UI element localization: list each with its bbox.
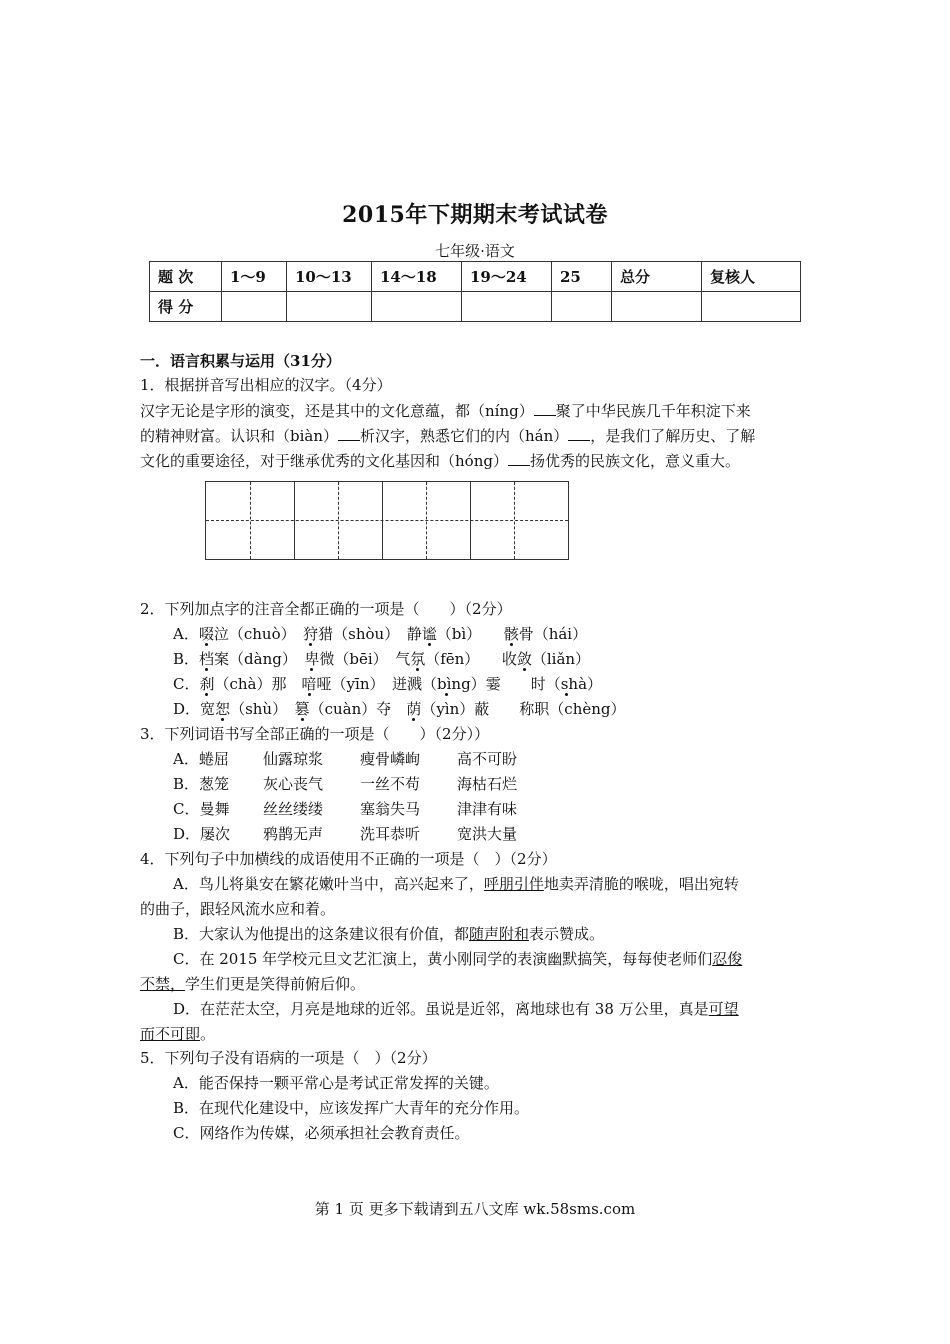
text-span: 扬优秀的民族文化，意义重大。 <box>529 452 740 470</box>
dotted-char: 敛 <box>516 650 532 668</box>
page-subtitle: 七年级·语文 <box>435 242 515 260</box>
text-span: 地卖弄清脆的喉咙，唱出宛转 <box>543 875 739 893</box>
text-span: 文化的重要途径，对于继承优秀的文化基因和（hóng） <box>140 452 508 470</box>
text-span: D．屡次 <box>173 825 231 843</box>
section-heading: 一．语言积累与运用（31分） <box>140 352 341 370</box>
question-4-option-b[interactable] <box>140 922 812 947</box>
text-span: 学生们更是笑得前俯后仰。 <box>185 975 366 993</box>
text-span: 析汉字，熟悉它们的内（hán） <box>360 427 569 445</box>
question-1-text-line <box>140 449 812 474</box>
underlined-idiom: 可望 <box>708 1000 739 1018</box>
score-input-cell[interactable] <box>612 292 702 322</box>
question-3-stem: 3．下列词语书写全部正确的一项是（ ）（2分）） <box>140 725 490 743</box>
dotted-char: 刹 <box>199 675 215 693</box>
text-span: 泣（chuò） <box>213 625 289 643</box>
dotted-char: 恕 <box>215 700 231 718</box>
text-span: 职（chèng） <box>534 700 626 718</box>
table-row <box>150 262 801 292</box>
text-span: ，是我们了解历史、了解 <box>590 427 756 445</box>
text-span: 案（dàng） <box>214 650 290 668</box>
dotted-char: 溅（bìng） <box>407 675 486 693</box>
text-span: 称 <box>519 700 535 718</box>
option-label: A． <box>173 625 199 643</box>
text-span: 宽洪大量 <box>457 825 518 843</box>
question-3-option-c[interactable] <box>173 797 845 822</box>
question-3-option-b[interactable] <box>173 772 845 797</box>
score-input-cell[interactable] <box>287 292 372 322</box>
score-input-cell[interactable] <box>372 292 462 322</box>
text-span: （shù） <box>230 700 280 718</box>
table-cell: 25 <box>552 262 612 292</box>
text-span: 气 <box>395 650 411 668</box>
dotted-char: 篡 <box>294 700 310 718</box>
question-3-option-a[interactable] <box>173 747 845 772</box>
text-span: A．蜷屈 <box>173 750 229 768</box>
text-span: 高不可盼 <box>457 750 518 768</box>
score-input-cell[interactable] <box>702 292 801 322</box>
text-span: 宽 <box>200 700 216 718</box>
table-cell: 19～24 <box>462 262 552 292</box>
question-4-option-a[interactable] <box>140 872 812 897</box>
question-1-stem: 1．根据拼音写出相应的汉字。（4分） <box>140 376 392 394</box>
underlined-idiom: 呼朋引伴 <box>483 875 544 893</box>
question-4-stem: 4．下列句子中加横线的成语使用不正确的一项是（ ）（2分） <box>140 850 557 868</box>
dotted-char: 啜 <box>198 625 214 643</box>
text-span: C．曼舞 <box>173 800 230 818</box>
text-span: 微（bēi） <box>319 650 381 668</box>
text-span: 的精神财富。认识和（biàn） <box>140 427 339 445</box>
text-span: （cuàn）夺 <box>309 700 392 718</box>
table-cell: 复核人 <box>702 262 801 292</box>
question-5-option-a[interactable]: A．能否保持一颗平常心是考试正常发挥的关键。 <box>173 1074 499 1092</box>
table-cell: 题 次 <box>150 262 222 292</box>
text-span: 猎（shòu） <box>318 625 392 643</box>
text-span: 塞翁失马 <box>360 800 421 818</box>
answer-blank[interactable] <box>534 401 556 416</box>
underlined-idiom: 忍俊 <box>712 950 743 968</box>
text-span: 仙露琼浆 <box>263 750 324 768</box>
answer-blank[interactable] <box>508 451 530 466</box>
text-span: 洗耳恭听 <box>360 825 421 843</box>
question-3-option-d[interactable] <box>173 822 845 847</box>
question-2-option-c[interactable] <box>173 672 845 697</box>
dotted-char: 谧 <box>421 625 437 643</box>
text-span: 丝丝缕缕 <box>263 800 324 818</box>
text-span: 汉字无论是字形的演变，还是其中的文化意蕴，都（níng） <box>140 402 534 420</box>
option-label: D． <box>173 700 201 718</box>
underlined-idiom: 不禁， <box>140 975 186 993</box>
text-span: 鸦鹊无声 <box>263 825 324 843</box>
question-4-option-a-cont: 的曲子，跟轻风流水应和着。 <box>140 900 336 918</box>
text-span: 津津有味 <box>457 800 518 818</box>
question-4-option-d[interactable] <box>140 997 812 1022</box>
text-span: 灰心丧气 <box>263 775 324 793</box>
dotted-char: 氛 <box>410 650 426 668</box>
question-4-option-d-cont <box>140 1022 812 1047</box>
text-span: D．在茫茫太空，月亮是地球的近邻。虽说是近邻，离地球也有 38 万公里，真是 <box>173 1000 709 1018</box>
dotted-char: 时（shà） <box>530 675 603 693</box>
question-1-text-line <box>140 424 812 449</box>
text-span: 。 <box>200 1025 216 1043</box>
question-2-stem: 2．下列加点字的注音全都正确的一项是（ ）（2分） <box>140 600 512 618</box>
dotted-char: 喑 <box>301 675 317 693</box>
dotted-char: 骸 <box>503 625 519 643</box>
text-span: B．葱笼 <box>173 775 230 793</box>
dotted-char: 狩 <box>303 625 319 643</box>
score-table <box>149 261 801 322</box>
table-cell: 得 分 <box>150 292 222 322</box>
option-label: B． <box>173 650 200 668</box>
option-label: C． <box>173 675 200 693</box>
question-2-option-b[interactable] <box>173 647 845 672</box>
writing-grid[interactable] <box>205 481 569 560</box>
question-2-option-a[interactable] <box>173 622 845 647</box>
answer-blank[interactable] <box>338 426 360 441</box>
question-5-stem: 5．下列句子没有语病的一项是（ ）（2分） <box>140 1049 437 1067</box>
text-span: （chà）那 <box>214 675 287 693</box>
underlined-idiom: 而不可即 <box>140 1025 201 1043</box>
question-4-option-c-cont <box>140 972 812 997</box>
question-1-text-line <box>140 399 812 424</box>
text-span: 收 <box>501 650 517 668</box>
text-span: 骨（hái） <box>518 625 588 643</box>
text-span: 瘦骨嶙峋 <box>360 750 421 768</box>
text-span: 聚了中华民族几千年积淀下来 <box>555 402 751 420</box>
text-span: 静 <box>406 625 422 643</box>
question-5-option-c[interactable]: C．网络作为传媒，必须承担社会教育责任。 <box>173 1124 470 1142</box>
page-title: 2015年下期期末考试试卷 <box>342 202 608 228</box>
score-input-cell[interactable] <box>222 292 287 322</box>
table-cell: 1～9 <box>222 262 287 292</box>
question-5-option-b[interactable]: B．在现代化建设中，应该发挥广大青年的充分作用。 <box>173 1099 530 1117</box>
text-span: 霎 <box>485 675 501 693</box>
question-2-option-d[interactable] <box>173 697 845 722</box>
answer-blank[interactable] <box>568 426 590 441</box>
text-span: （fēn） <box>425 650 472 668</box>
text-span: B．大家认为他提出的这条建议很有价值，都 <box>173 925 470 943</box>
dotted-char: 卑 <box>304 650 320 668</box>
text-span: 迸 <box>392 675 408 693</box>
text-span: 一丝不苟 <box>360 775 421 793</box>
text-span: C．在 2015 年学校元旦文艺汇演上，黄小刚同学的表演幽默搞笑，每每使老师们 <box>173 950 713 968</box>
page-footer: 第 1 页 更多下载请到五八文库 wk.58sms.com <box>314 1200 636 1218</box>
score-input-cell[interactable] <box>462 292 552 322</box>
text-span: 哑（yīn） <box>316 675 377 693</box>
text-span: （yìn）蔽 <box>421 700 490 718</box>
table-row <box>150 292 801 322</box>
dotted-char: 荫 <box>406 700 422 718</box>
table-cell: 14～18 <box>372 262 462 292</box>
table-cell: 10～13 <box>287 262 372 292</box>
text-span: 表示赞成。 <box>529 925 605 943</box>
text-span: （liǎn） <box>531 650 591 668</box>
text-span: （bì） <box>436 625 474 643</box>
text-span: 海枯石烂 <box>457 775 518 793</box>
text-span: A．鸟儿将巢安在繁花嫩叶当中，高兴起来了， <box>173 875 484 893</box>
underlined-idiom: 随声附和 <box>469 925 530 943</box>
table-cell: 总分 <box>612 262 702 292</box>
question-4-option-c[interactable] <box>140 947 812 972</box>
dotted-char: 档 <box>199 650 215 668</box>
score-input-cell[interactable] <box>552 292 612 322</box>
